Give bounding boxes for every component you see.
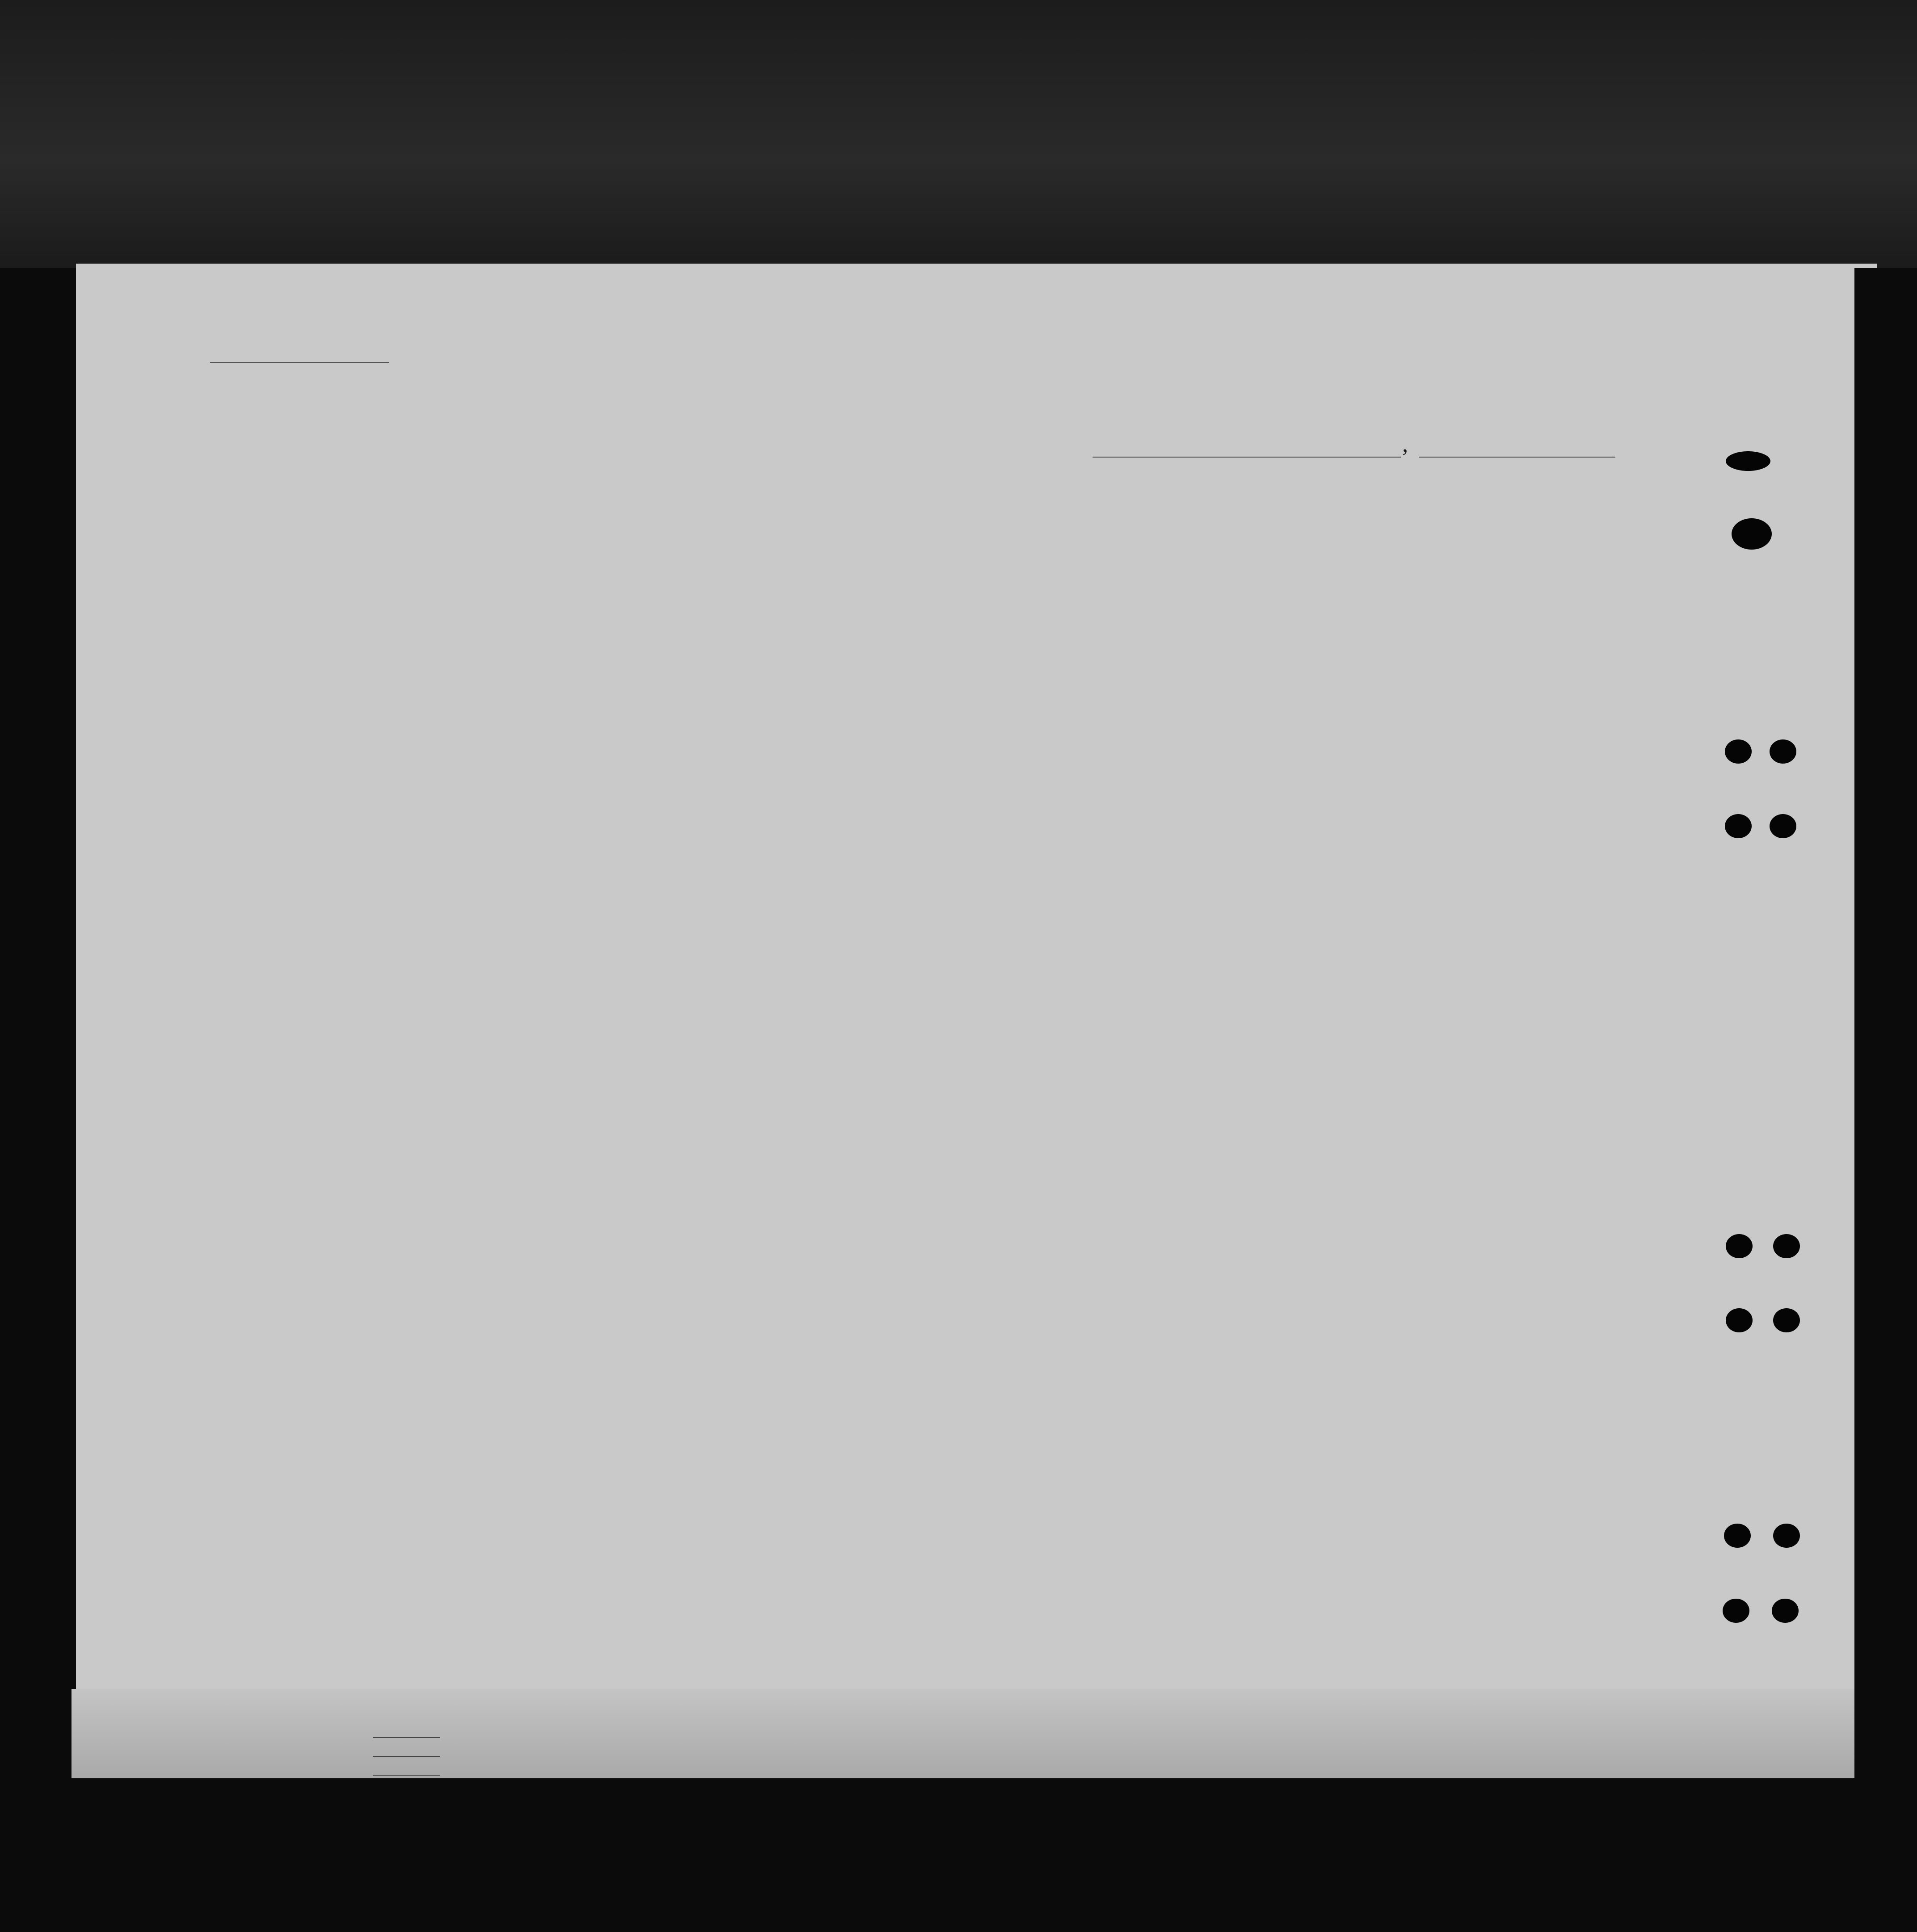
punch-hole: [1723, 1599, 1749, 1623]
header-head-tax: [164, 532, 231, 534]
total-passengers-line: [373, 1737, 440, 1738]
punch-hole: [1725, 739, 1752, 764]
punch-hole: [1724, 1524, 1751, 1548]
punch-hole: [1770, 739, 1796, 764]
comma: ,: [1402, 432, 1408, 457]
aliens-line: [373, 1775, 440, 1776]
punch-hole: [1726, 1234, 1753, 1258]
punch-hole: [1726, 1308, 1753, 1332]
punch-hole: [1770, 814, 1796, 838]
punch-hole: [1732, 518, 1772, 550]
punch-hole: [1773, 1524, 1800, 1548]
punch-hole: [1726, 451, 1770, 471]
punch-hole: [1772, 1599, 1799, 1623]
us-citizens-line: [373, 1756, 440, 1757]
punch-hole: [1773, 1308, 1800, 1332]
punch-hole: [1725, 814, 1752, 838]
punch-hole: [1773, 1234, 1800, 1258]
binding-edge: [1854, 268, 1881, 1778]
